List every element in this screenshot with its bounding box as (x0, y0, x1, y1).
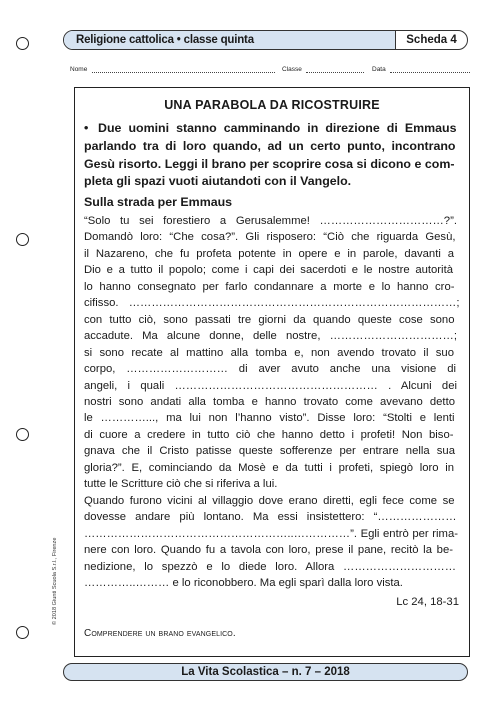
passage-title: Sulla strada per Emmaus (84, 195, 233, 209)
instructions (84, 120, 460, 191)
passage-line: cifisso. ……………………………………………………………………………; (84, 297, 460, 310)
passage-line: le …………..., ma lui non l’hanno visto”. Disse loro: “Stolti e lenti (84, 412, 455, 425)
passage-line: accadute. Ma alcune donne, delle nostre, ……………………………; (84, 330, 457, 343)
passage-line: con tutto ciò, sono passati tre giorni da quando queste cose sono (84, 313, 455, 326)
name-field[interactable] (92, 72, 275, 73)
gospel-passage (84, 213, 460, 591)
name-label: Nome (70, 66, 88, 73)
passage-line: Dio e a tutto il popolo; come i capi dei sacerdoti e le nostre autorità (84, 264, 453, 277)
learning-objective: Comprendere un brano evangelico. (84, 628, 236, 639)
class-field[interactable] (306, 72, 364, 73)
instruction-line: • Due uomini stanno camminando in direzione di Emmaus (84, 120, 460, 138)
passage-line: Quando furono vicini al villaggio dove erano diretti, egli fece come se (84, 494, 455, 507)
binder-hole-2 (16, 233, 29, 246)
copyright-text: © 2018 Giunti Scuola S.r.l., Firenze (52, 537, 58, 625)
passage-line: gloria?”. E, cominciando da Mosè e da tutti i profeti, spiegò loro in (84, 461, 454, 474)
passage-line: ………………………………………………..……………”. Egli entrò per rima- (84, 527, 458, 540)
sheet-number: Scheda 4 (406, 34, 457, 46)
worksheet-title: UNA PARABOLA DA RICOSTRUIRE (164, 98, 380, 112)
passage-line: dovesse andare più lontano. Ma essi insistettero: “………………… (84, 511, 457, 524)
header-bar (63, 30, 468, 50)
passage-line: “Solo tu sei forestiero a Gerusalemme! ……………………………?”. (84, 215, 457, 227)
bible-reference: Lc 24, 18-31 (396, 596, 459, 608)
passage-line: nere con loro. Quando fu a tavola con loro, prese il pane, recitò la be- (84, 544, 453, 557)
binder-hole-4 (16, 626, 29, 639)
passage-line: nedizione, lo spezzò e lo diede loro. Allora ………………………… (84, 560, 456, 573)
passage-line: gnava che il Cristo patisse queste sofferenze per entrare nella sua (84, 445, 455, 458)
date-label: Data (372, 66, 386, 73)
instruction-line: parlando tra di loro quando, ad un certo punto, incontrano (84, 138, 456, 153)
passage-line: il Nazareno, che fu profeta potente in opere e in parole, davanti a (84, 247, 454, 260)
class-label: Classe (282, 66, 302, 73)
passage-line: tutte le Scritture ciò che si riferiva a lui. (84, 478, 278, 491)
passage-line: si sono recate al mattino alla tomba e, non avendo trovato il suo (84, 346, 454, 359)
binder-hole-1 (16, 37, 29, 50)
worksheet-box (74, 87, 470, 657)
passage-line: di cuore a credere in tutto ciò che hanno detto i profeti! Non biso- (84, 428, 454, 441)
instruction-line: pleta gli spazi vuoti aiutandoti con il Vangelo. (84, 174, 352, 189)
subject-label: Religione cattolica • classe quinta (64, 31, 396, 49)
footer-bar: La Vita Scolastica – n. 7 – 2018 (63, 663, 468, 681)
bullet-icon: • (84, 121, 89, 135)
passage-line: lo hanno consegnato per farlo condannare a morte e lo hanno cro- (84, 280, 455, 293)
passage-line: Domandò loro: “Che cosa?”. Gli risposero: “Ciò che riguarda Gesù, (84, 231, 456, 244)
passage-line: nostri sono andati alla tomba e hanno trovato come avevano detto (84, 395, 455, 408)
passage-line: corpo, ……………………… di aver avuto anche una visione di (84, 363, 456, 376)
date-field[interactable] (390, 72, 470, 73)
passage-line: …………..……… e lo riconobbero. Ma egli sparì dalla loro vista. (84, 576, 403, 589)
binder-hole-3 (16, 428, 29, 441)
instruction-line: Gesù risorto. Leggi il brano per scoprire cosa si dicono e com- (84, 156, 455, 171)
passage-line: angeli, i quali ……………………………………………… . Alcuni dei (84, 379, 457, 392)
